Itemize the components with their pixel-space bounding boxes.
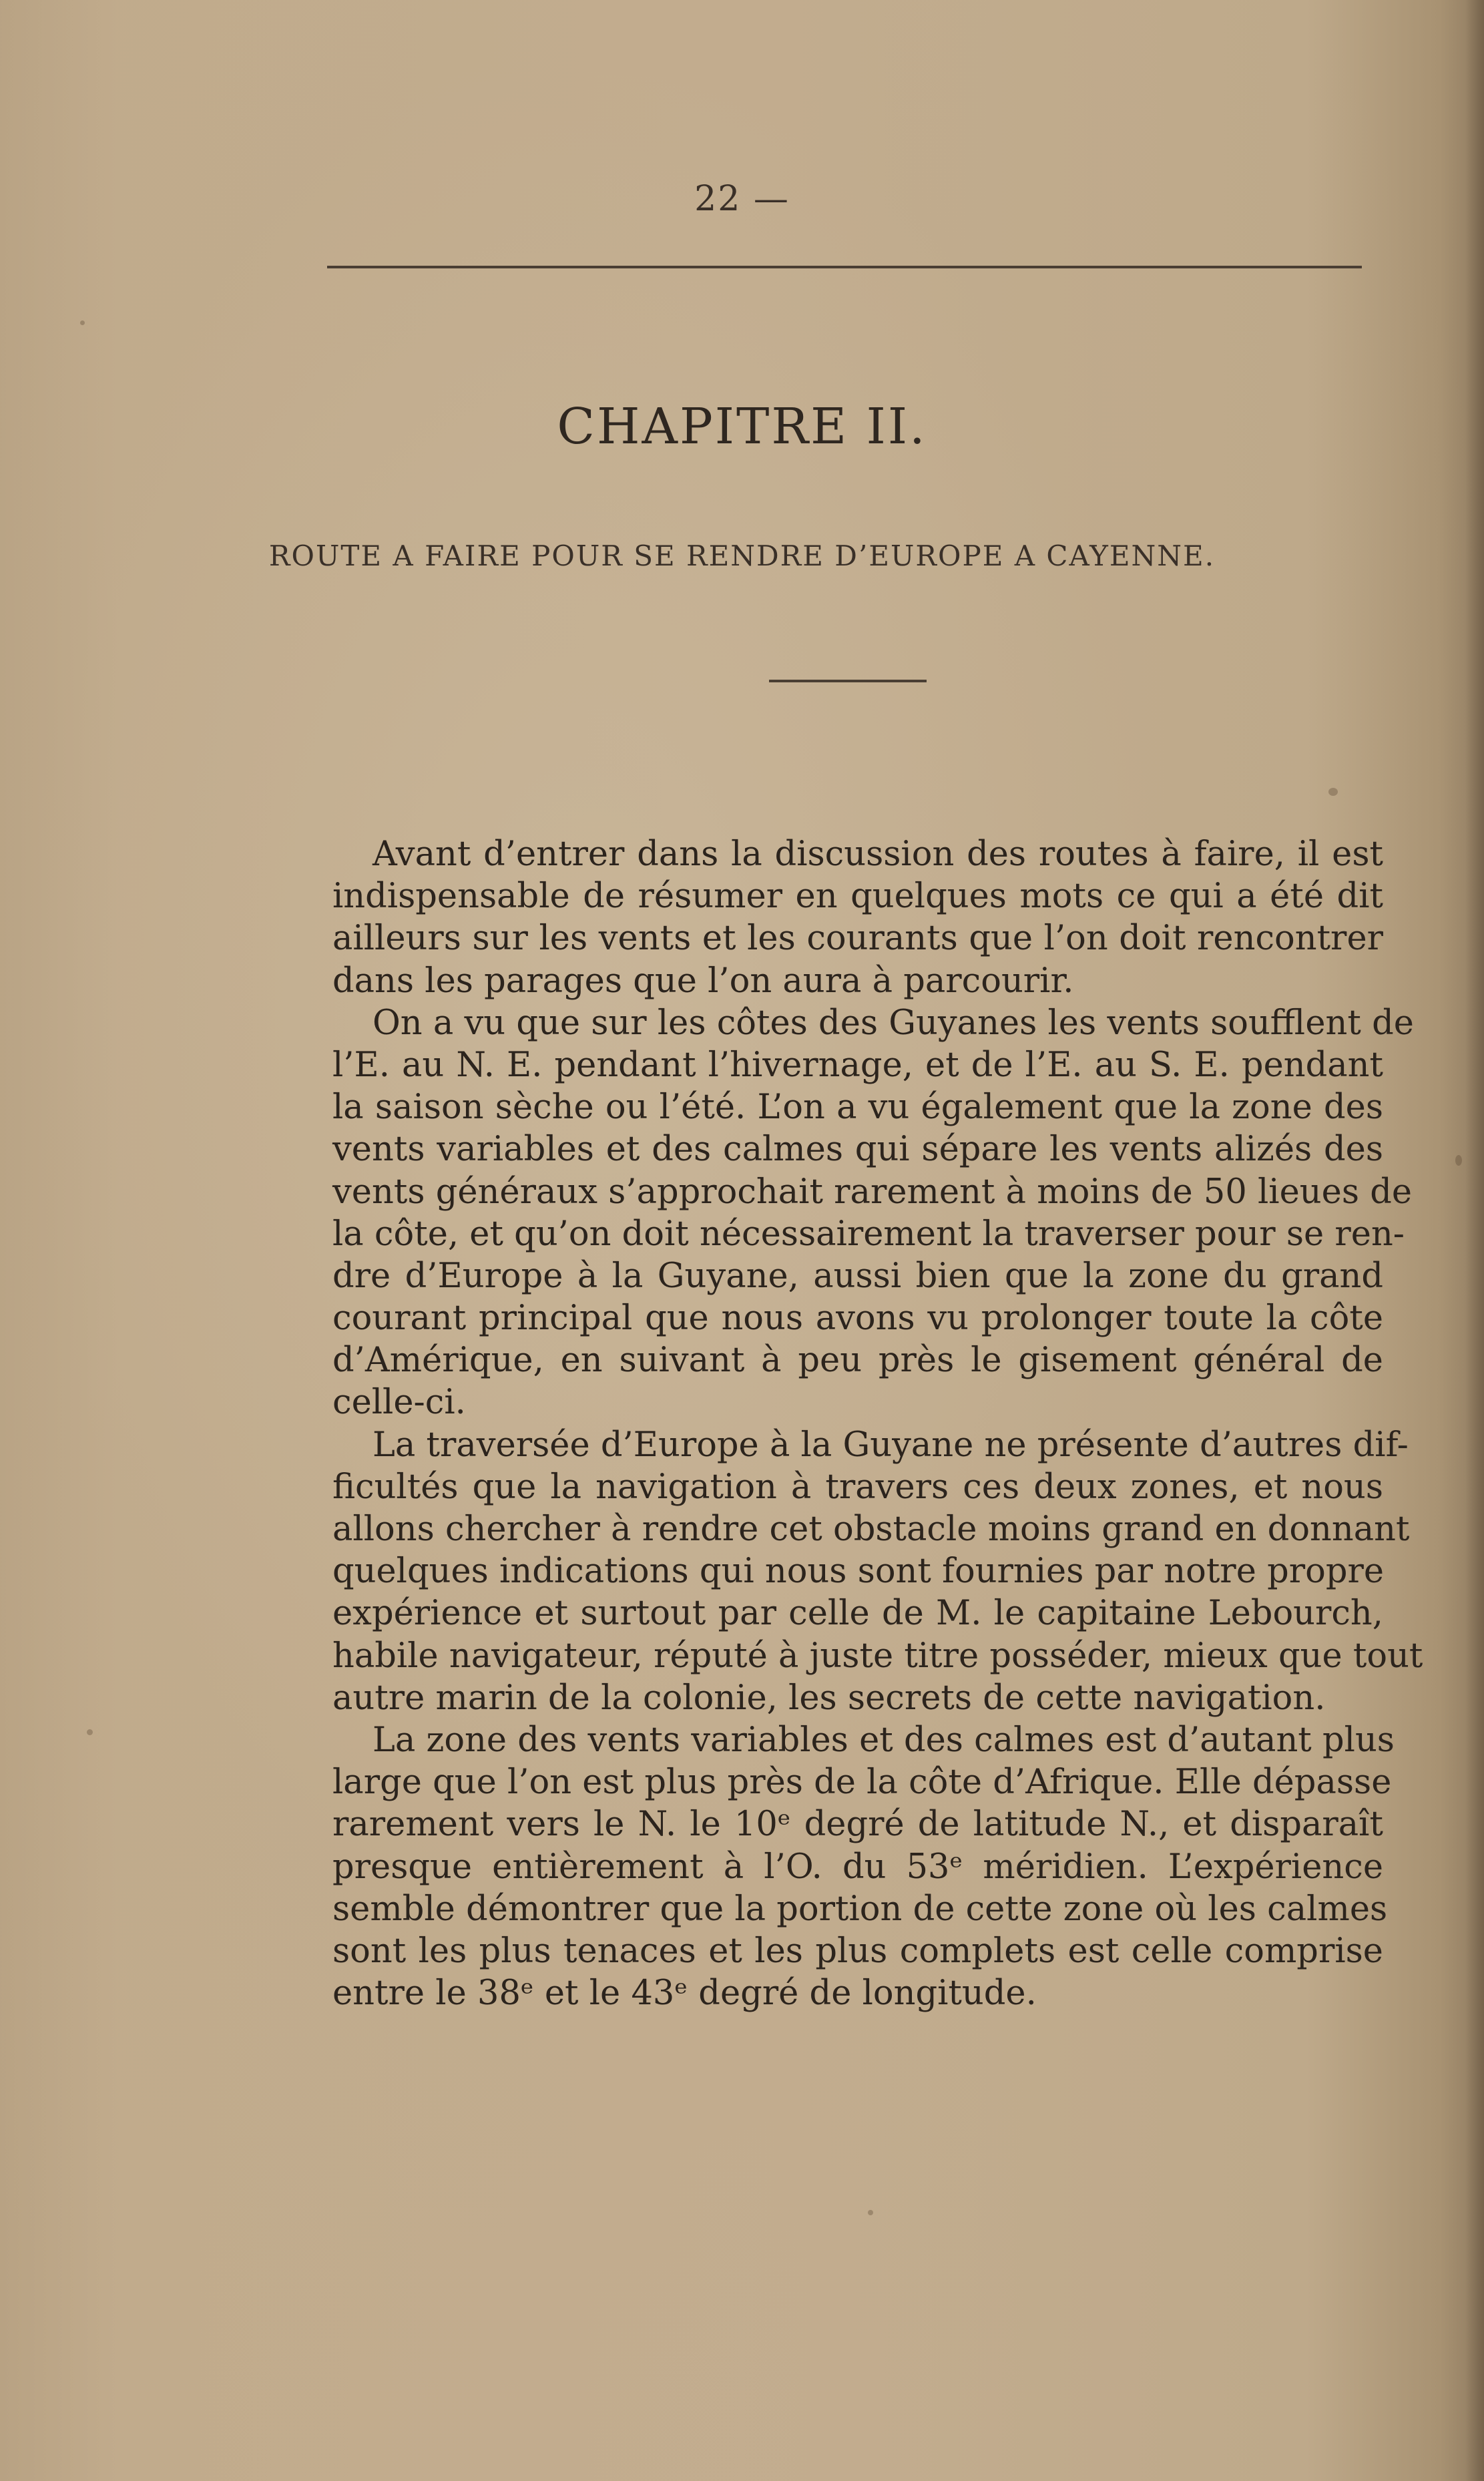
text-line: large que l’on est plus près de la côte d’Afrique. Elle dépasse — [332, 1763, 1392, 1803]
text-line: vents généraux s’approchait rarement à moins de 50 lieues de — [332, 1172, 1413, 1212]
text-line: expérience et surtout par celle de M. le capitaine Lebourch, — [332, 1594, 1383, 1634]
text-line: vents variables et des calmes qui sépare les vents alizés des — [332, 1130, 1383, 1170]
text-line: la côte, et qu’on doit nécessairement la traverser pour se ren- — [332, 1214, 1405, 1254]
chapter-title: CHAPITRE II. — [557, 398, 927, 455]
text-line: dre d’Europe à la Guyane, aussi bien que la zone du grand — [332, 1256, 1383, 1296]
text-line: quelques indications qui nous sont fournies par notre propre — [332, 1552, 1385, 1592]
text-line: allons chercher à rendre cet obstacle moins grand en donnant — [332, 1510, 1410, 1549]
text-line: d’Amérique, en suivant à peu près le gisement général de — [332, 1341, 1383, 1381]
title-separator-rule — [769, 680, 927, 682]
text-line: celle-ci. — [332, 1383, 466, 1423]
text-line: presque entièrement à l’O. du 53ᵉ méridien. L’expérience — [332, 1847, 1383, 1887]
text-line: indispensable de résumer en quelques mots ce qui a été dit — [332, 877, 1383, 917]
text-line: autre marin de la colonie, les secrets de cette navigation. — [332, 1678, 1326, 1718]
page-number: 22 — — [694, 179, 790, 219]
paper-speck — [868, 2210, 873, 2215]
text-line: ailleurs sur les vents et les courants que l’on doit rencontrer — [332, 919, 1383, 959]
page-edge-shadow — [1465, 0, 1484, 2481]
header-rule — [327, 266, 1362, 268]
paper-speck — [87, 1729, 93, 1735]
text-line: dans les parages que l’on aura à parcourir. — [332, 961, 1074, 1001]
text-line: habile navigateur, réputé à juste titre posséder, mieux que tout — [332, 1636, 1423, 1676]
paper-speck — [1328, 788, 1338, 796]
text-line: ficultés que la navigation à travers ces deux zones, et nous — [332, 1467, 1383, 1507]
text-line: On a vu que sur les côtes des Guyanes les vents soufflent de — [373, 1003, 1414, 1043]
text-line: Avant d’entrer dans la discussion des routes à faire, il est — [373, 835, 1383, 874]
text-line: la saison sèche ou l’été. L’on a vu également que la zone des — [332, 1088, 1383, 1128]
text-line: rarement vers le N. le 10ᵉ degré de latitude N., et disparaît — [332, 1805, 1383, 1845]
paper-speck — [1455, 1155, 1462, 1166]
text-line: sont les plus tenaces et les plus complets est celle comprise — [332, 1931, 1383, 1971]
chapter-subtitle: ROUTE A FAIRE POUR SE RENDRE D’EUROPE A CAYENNE. — [268, 539, 1216, 572]
text-line: l’E. au N. E. pendant l’hivernage, et de l’E. au S. E. pendant — [332, 1045, 1383, 1085]
text-line: entre le 38ᵉ et le 43ᵉ degré de longitude. — [332, 1974, 1037, 2014]
paper-speck — [80, 320, 85, 325]
text-line: courant principal que nous avons vu prolonger toute la côte — [332, 1299, 1383, 1339]
text-line: La traversée d’Europe à la Guyane ne présente d’autres dif- — [373, 1425, 1409, 1465]
text-line: La zone des vents variables et des calmes est d’autant plus — [373, 1720, 1395, 1760]
text-line: semble démontrer que la portion de cette zone où les calmes — [332, 1889, 1388, 1929]
body-text — [332, 833, 1423, 2014]
